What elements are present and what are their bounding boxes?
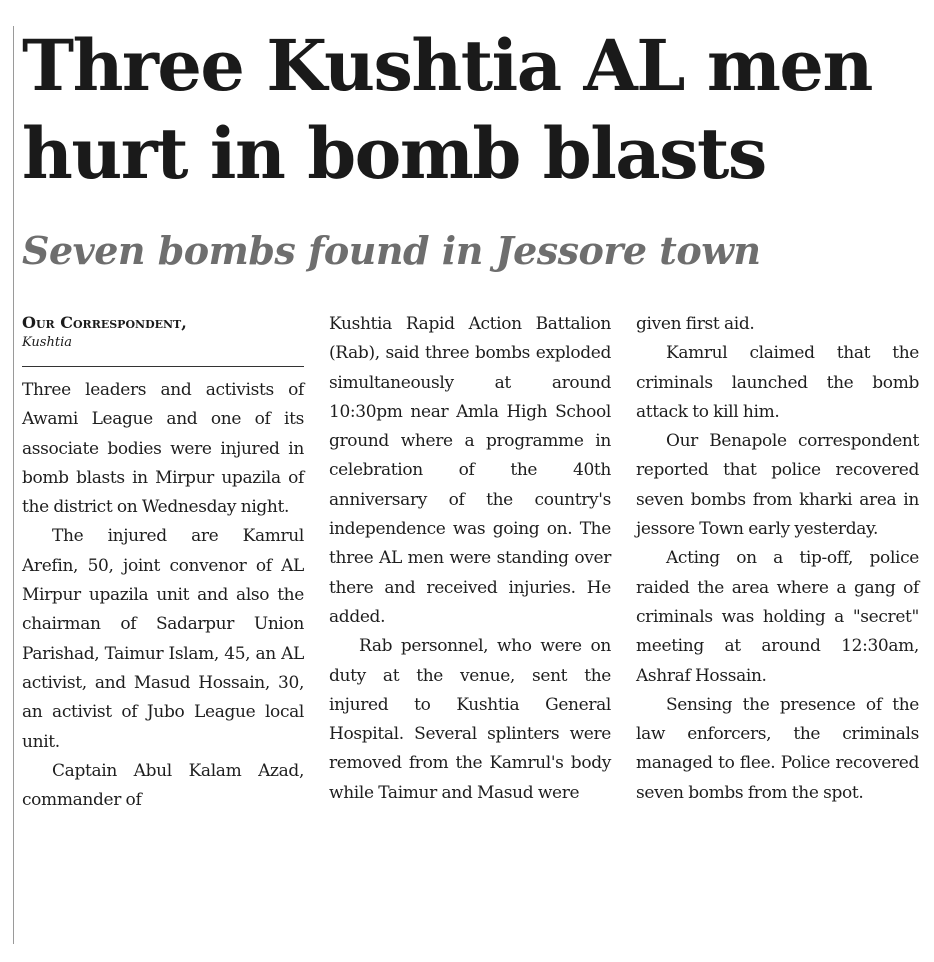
byline-author: Our Correspondent, xyxy=(22,313,187,332)
paragraph: The injured are Kamrul Arefin, 50, joint convenor of AL Mirpur upazila unit and also the chairman of Sadarpur Union Parishad, Taimur Islam, 45, an AL activist, and Masud Hossain, 30, an activist of Jubo League local unit. xyxy=(22,526,304,752)
article-column-1 xyxy=(22,376,304,815)
paragraph: Kamrul claimed that the criminals launched the bomb attack to kill him. xyxy=(636,343,919,422)
article-column-3 xyxy=(636,310,919,808)
byline-divider xyxy=(22,366,304,367)
article-column-2 xyxy=(329,310,611,808)
byline xyxy=(22,312,304,352)
subheadline: Seven bombs found in Jessore town xyxy=(22,228,761,273)
paragraph: Our Benapole correspondent reported that police recovered seven bombs from kharki area in jessore Town early yesterday. xyxy=(636,431,919,540)
paragraph: Acting on a tip-off, police raided the area where a gang of criminals was holding a "secret" meeting at around 12:30am, Ashraf Hossain. xyxy=(636,548,919,686)
byline-location: Kushtia xyxy=(22,335,72,350)
left-column-rule xyxy=(13,26,14,944)
headline: Three Kushtia AL men hurt in bomb blasts xyxy=(22,24,872,195)
paragraph: Kushtia Rapid Action Battalion (Rab), said three bombs exploded simultaneously at around 10:30pm near Amla High School ground where a programme in celebration of the 40th anniversary of the country's independence was going on. The three AL men were standing over there and received injuries. He added. xyxy=(329,314,611,627)
paragraph: Sensing the presence of the law enforcers, the criminals managed to flee. Police recovered seven bombs from the spot. xyxy=(636,694,919,803)
paragraph: given first aid. xyxy=(636,314,755,334)
paragraph: Three leaders and activists of Awami League and one of its associate bodies were injured in bomb blasts in Mirpur upazila of the district on Wednesday night. xyxy=(22,380,304,518)
paragraph: Rab personnel, who were on duty at the venue, sent the injured to Kushtia General Hospital. Several splinters were removed from the Kamrul's body while Taimur and Masud were xyxy=(329,636,611,803)
paragraph: Captain Abul Kalam Azad, commander of xyxy=(22,760,304,811)
